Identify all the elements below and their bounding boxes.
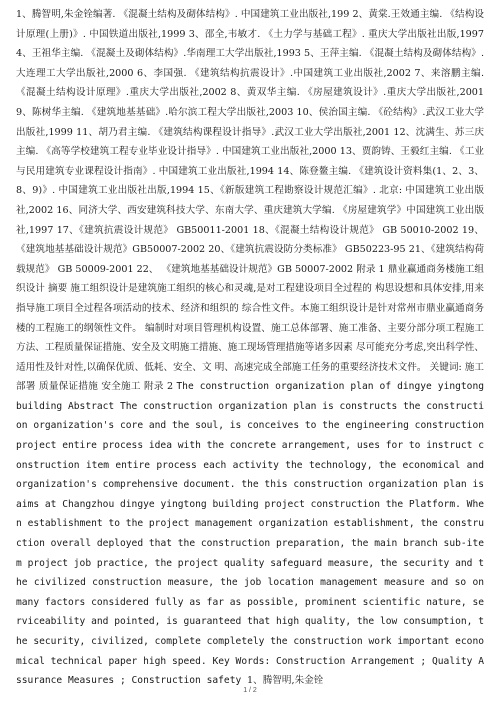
english-abstract-text: The construction organization plan of dingye yingtong building Abstract The construction organization plan is constructs the construction organization's core and the soul, is conceives to the engineering construction project entire process idea with the concrete arrangement, uses for to instruct construction item entire process each activity the technology, the economical and organization's comprehensive document. the this construction organization plan is aims at Changzhou dingye yingtong building project construction the Platform. When establishment to the project management organization establishment, the construction overall deployed that the construction preparation, the main branch sub-item project job practice, the project quality safeguard measure, the security and the civilized construction measure, the job location management measure and so on many factors considered fully as far as possible, prominent scientific nature, serviceability and pointed, is guaranteed that high quality, the low consumption, the security, civilized, complete completely the construction work important economical technical paper high speed. Key Words: Construction Arrangement ; Quality Assurance Measures ; Construction safety xyxy=(16,381,485,687)
repeated-reference-text: 1、腾智明,朱金铨 xyxy=(247,675,324,687)
document-body xyxy=(16,5,484,691)
references-and-abstract-text: 1、腾智明,朱金铨编著. 《混凝土结构及砌体结构》. 中国建筑工业出版社,199 2、黄棠.王效通主编. 《结构设计原理(上册)》. 中国铁道出版社,1999 3、邵全,韦敏才. 《土力学与基础工程》. 重庆大学出版社出版,1997 4、王祖华主编. 《混凝土及砌体结构》.华南理工大学出版社,1993 5、王萍主编. 《混凝土结构及砌体结构》.大连理工大学出版社,2000 6、李国强. 《建筑结构抗震设计》.中国建筑工业出版社,2002 7、来溶鹏主编. 《混凝土结构设计原理》.重庆大学出版社,2002 8、黄双华主编. 《房屋建筑设计》.重庆大学出版社,2001 9、陈树华主编. 《建筑地基基础》.哈尔滨工程大学出版社,2003 10、侯治国主编. 《砼结构》.武汉工业大学出版社,1999 11、胡乃君主编. 《建筑结构课程设计指导》.武汉工业大学出版社,2001 12、沈满生、苏三庆主编. 《高等学校建筑工程专业毕业设计指导》. 中国建筑工业出版社,2000 13、贾韵铸、王毅红主编. 《工业与民用建筑专业课程设计指南》. 中国建筑工业出版社,1994 14、陈登鳌主编. 《建筑设计资料集(1、2、3、8、9)》. 中国建筑工业出版社出版,1994 15、《新版建筑工程勘察设计规范汇编》. 北京: 中国建筑工业出版社,2002 16、同济大学、西安建筑科技大学、东南大学、重庆建筑大学编. 《房屋建筑学》中国建筑工业出版社,1997 17、《建筑抗震设计规范》 GB50011-2001 18、《混凝土结构设计规范》 GB 50010-2002 19、《建筑地基基础设计规范》GB50007-2002 20、《建筑抗震设防分类标准》 GB50223-95 21、《建筑结构荷载规范》 GB 50009-2001 22、 《建筑地基基础设计规范》GB 50007-2002 附录 1 鼎业赢通商务楼施工组织设计 摘要 施工组织设计是建筑施工组织的核心和灵魂,是对工程建设项目全过程的 构思设想和具体安排,用来指导施工项目全过程各项活动的技术、经济和组织的 综合性文件。本施工组织设计是针对常州市鼎业赢通商务楼的工程施工的纲领性文件。 编制时对项目管理机构设置、施工总体部署、施工准备、主要分部分项工程施工 方法、工程质量保证措施、安全及文明施工措施、施工现场管理措施等诸多因素 尽可能充分考虑,突出科学性、适用性及针对性,以确保优质、低耗、安全、文 明、高速完成全部施工任务的重要经济技术文件。 关键词: 施工部署 质量保证措施 安全施工 附录 2 xyxy=(16,9,484,393)
page-number: 1 / 2 xyxy=(243,687,257,694)
